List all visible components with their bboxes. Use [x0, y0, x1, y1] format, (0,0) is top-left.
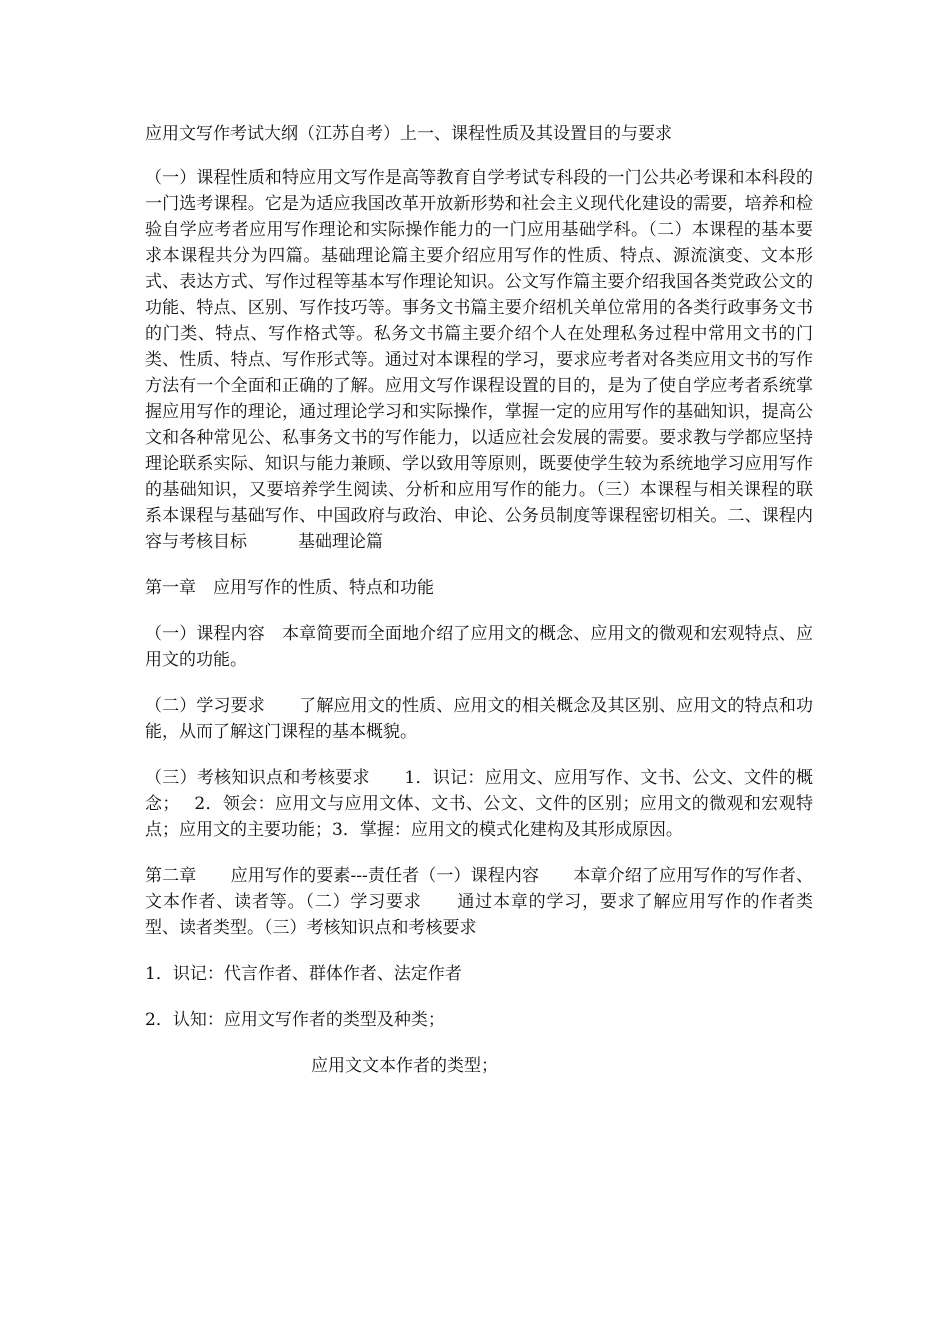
list-item-cognition: 2．认知：应用文写作者的类型及种类；	[145, 1010, 445, 1030]
list-item-recall: 1．识记：代言作者、群体作者、法定作者	[145, 964, 462, 984]
chapter-1-heading: 第一章 应用写作的性质、特点和功能	[145, 578, 434, 598]
chapter-1-learning-requirements: （二）学习要求 了解应用文的性质、应用文的相关概念及其区别、应用文的特点和功能，从而了解这门课程的基本概貌。	[145, 696, 813, 742]
course-overview-paragraph: （一）课程性质和特应用文写作是高等教育自学考试专科段的一门公共必考课和本科段的一门选考课程。它是为适应我国改革开放新形势和社会主义现代化建设的需要，培养和检验自学应考者应用写作理论和实际操作能力的一门应用基础学科。（二）本课程的基本要求本课程共分为四篇。基础理论篇主要介绍应用写作的性质、特点、源流演变、文本形式、表达方式、写作过程等基本写作理论知识。公文写作篇主要介绍我国各类党政公文的功能、特点、区别、写作技巧等。事务文书篇主要介绍机关单位常用的各类行政事务文书的门类、特点、写作格式等。私务文书篇主要介绍个人在处理私务过程中常用文书的门类、性质、特点、写作形式等。通过对本课程的学习，要求应考者对各类应用文书的写作方法有一个全面和正确的了解。应用文写作课程设置的目的，是为了使自学应考者系统掌握应用写作的理论，通过理论学习和实际操作，掌握一定的应用写作的基础知识，提高公文和各种常见公、私事务文书的写作能力，以适应社会发展的需要。要求教与学都应坚持理论联系实际、知识与能力兼顾、学以致用等原则，既要使学生较为系统地学习应用写作的基础知识，又要培养学生阅读、分析和应用写作的能力。（三）本课程与相关课程的联系本课程与基础写作、中国政府与政治、申论、公务员制度等课程密切相关。二、课程内容与考核目标 基础理论篇	[145, 168, 813, 552]
chapter-1-assessment: （三）考核知识点和考核要求 1．识记：应用文、应用写作、文书、公文、文件的概念； 2．领会：应用文与应用文体、文书、公文、文件的区别；应用文的微观和宏观特点；应用文的主要功能；3．掌握：应用文的模式化建构及其形成原因。	[145, 768, 813, 840]
chapter-1-course-content: （一）课程内容 本章简要而全面地介绍了应用文的概念、应用文的微观和宏观特点、应用文的功能。	[145, 624, 813, 670]
chapter-2-paragraph: 第二章 应用写作的要素---责任者（一）课程内容 本章介绍了应用写作的写作者、文本作者、读者等。（二）学习要求 通过本章的学习，要求了解应用写作的作者类型、读者类型。（三）考核知识点和考核要求	[145, 866, 813, 938]
document-page	[145, 121, 813, 1099]
document-title: 应用文写作考试大纲（江苏自考）上一、课程性质及其设置目的与要求	[145, 124, 672, 144]
list-item-text-author-types: 应用文文本作者的类型；	[311, 1056, 498, 1076]
